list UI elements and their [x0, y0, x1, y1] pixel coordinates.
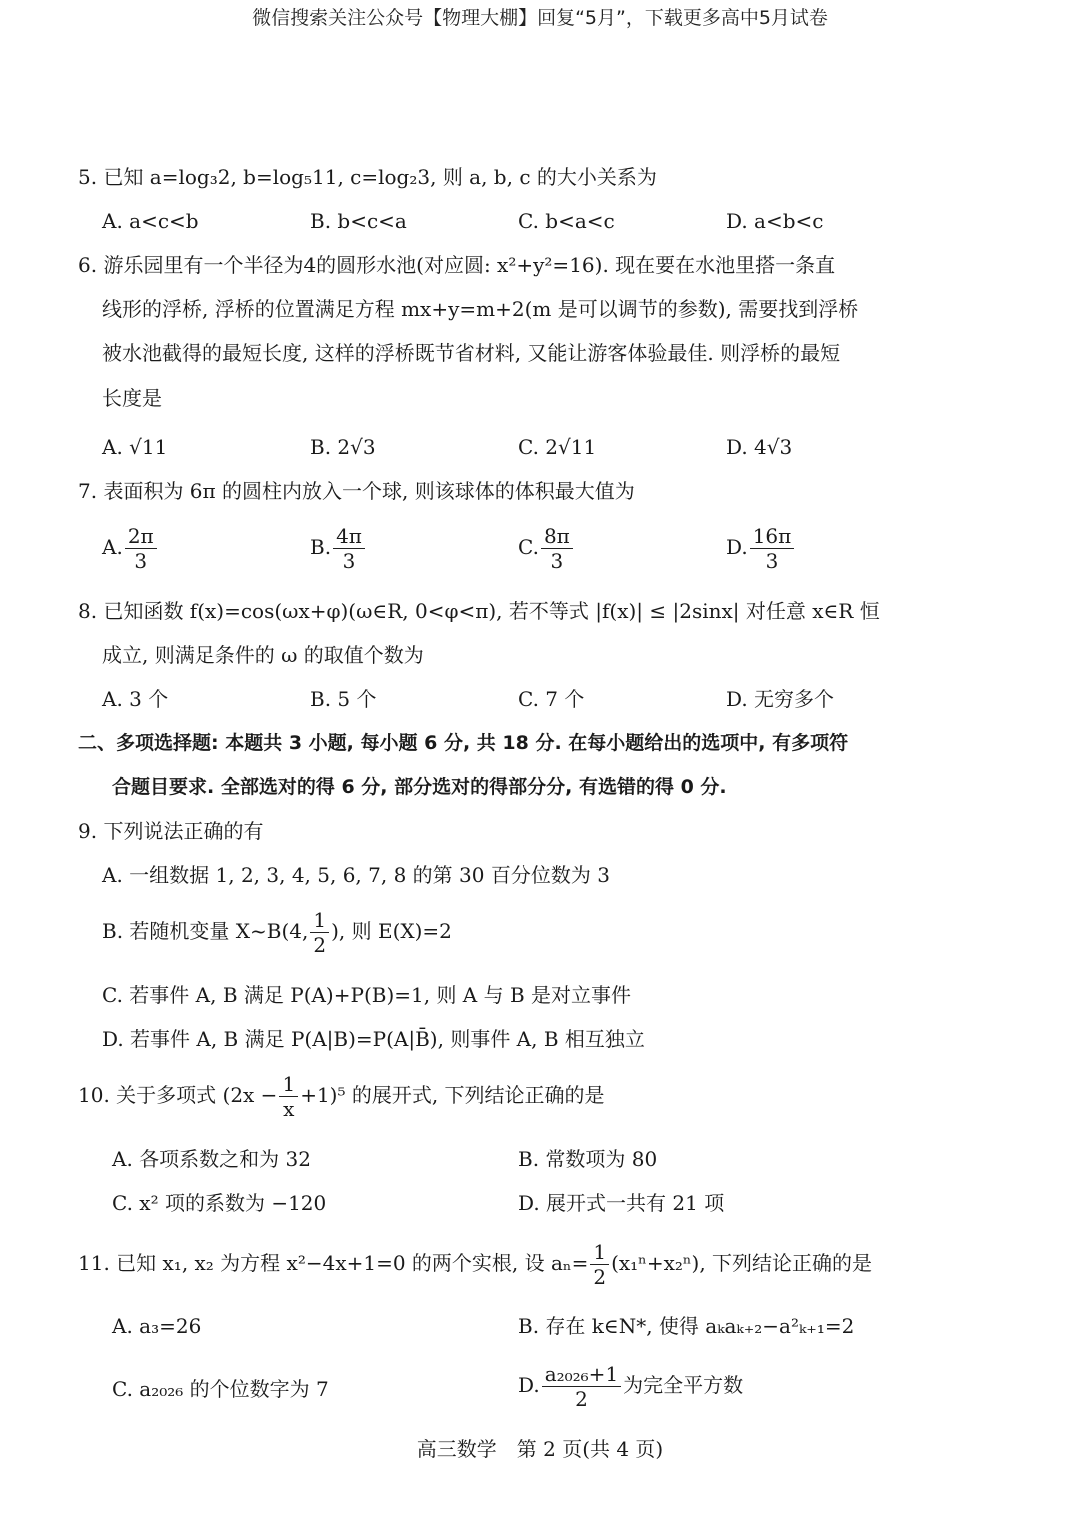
q5-stem: 5. 已知 a=log₃2, b=log₅11, c=log₂3, 则 a, b, c 的大小关系为 [78, 165, 657, 189]
q10-option-c: C. x² 项的系数为 −120 [112, 1191, 327, 1215]
q10-stem-post: +1)⁵ 的展开式, 下列结论正确的是 [300, 1083, 605, 1107]
q5-option-a: A. a<c<b [102, 209, 199, 233]
section-2-heading: 二、多项选择题: 本题共 3 小题, 每小题 6 分, 共 18 分. 在每小题给出的选项中, 有多项符 [78, 732, 849, 754]
denominator: 3 [550, 549, 564, 573]
q8-option-d: D. 无穷多个 [726, 687, 835, 711]
q11-option-d-post: 为完全平方数 [623, 1373, 744, 1397]
q9-option-d: D. 若事件 A, B 满足 P(A|B)=P(A|B̄), 则事件 A, B 相互独立 [102, 1027, 645, 1051]
q11-stem-pre: 11. 已知 x₁, x₂ 为方程 x²−4x+1=0 的两个实根, 设 aₙ= [78, 1251, 589, 1275]
q7-option-a-label: A. [102, 535, 123, 559]
denominator: 2 [593, 1265, 607, 1289]
q9-option-b-post: ), 则 E(X)=2 [331, 919, 452, 943]
numerator: 2π [125, 524, 157, 549]
q7-option-a-fraction [125, 524, 157, 573]
q7-option-d-label: D. [726, 535, 748, 559]
q8-line-1: 8. 已知函数 f(x)=cos(ωx+φ)(ω∈R, 0<φ<π), 若不等式 |f(x)| ≤ |2sinx| 对任意 x∈R 恒 [78, 599, 880, 623]
q8-option-c: C. 7 个 [518, 687, 585, 711]
denominator: 3 [342, 549, 356, 573]
q11-option-d [518, 1362, 743, 1411]
q7-option-c-label: C. [518, 535, 539, 559]
q11-fraction [590, 1240, 609, 1289]
q6-option-b: B. 2√3 [310, 435, 376, 459]
q10-stem-pre: 10. 关于多项式 (2x − [78, 1083, 278, 1107]
q7-option-b [310, 524, 367, 573]
q6-line-4: 长度是 [102, 386, 162, 410]
header-banner: 微信搜索关注公众号【物理大棚】回复“5月”，下载更多高中5月试卷 [252, 7, 828, 29]
q7-stem: 7. 表面积为 6π 的圆柱内放入一个球, 则该球体的体积最大值为 [78, 479, 635, 503]
q9-option-b [102, 908, 452, 957]
page-footer: 高三数学 第 2 页(共 4 页) [416, 1437, 664, 1461]
numerator: 1 [310, 908, 329, 933]
q6-option-a: A. √11 [102, 435, 168, 459]
numerator: 16π [750, 524, 795, 549]
q11-stem-post: (x₁ⁿ+x₂ⁿ), 下列结论正确的是 [611, 1251, 873, 1275]
q6-option-c: C. 2√11 [518, 435, 597, 459]
q5-option-d: D. a<b<c [726, 209, 824, 233]
q5-option-c: C. b<a<c [518, 209, 615, 233]
denominator: 2 [575, 1387, 588, 1411]
numerator: 1 [590, 1240, 609, 1265]
q10-stem [78, 1072, 605, 1121]
numerator: a₂₀₂₆+1 [542, 1362, 621, 1387]
numerator: 1 [279, 1072, 298, 1097]
q7-option-c [518, 524, 575, 573]
q8-option-b: B. 5 个 [310, 687, 377, 711]
section-2-heading-line-2: 合题目要求. 全部选对的得 6 分, 部分选对的得部分分, 有选错的得 0 分. [112, 776, 727, 798]
q11-option-d-label: D. [518, 1373, 540, 1397]
q7-option-d [726, 524, 796, 573]
q9-stem: 9. 下列说法正确的有 [78, 819, 264, 843]
q11-option-b: B. 存在 k∈N*, 使得 aₖaₖ₊₂−a²ₖ₊₁=2 [518, 1314, 855, 1338]
numerator: 4π [333, 524, 365, 549]
q9-option-c: C. 若事件 A, B 满足 P(A)+P(B)=1, 则 A 与 B 是对立事件 [102, 983, 632, 1007]
q6-option-d: D. 4√3 [726, 435, 793, 459]
q6-line-2: 线形的浮桥, 浮桥的位置满足方程 mx+y=m+2(m 是可以调节的参数), 需要找到浮桥 [102, 297, 859, 321]
q7-option-d-fraction [750, 524, 795, 573]
denominator: 3 [765, 549, 779, 573]
q8-option-a: A. 3 个 [102, 687, 169, 711]
numerator: 8π [541, 524, 573, 549]
q10-fraction [279, 1072, 298, 1121]
q11-option-c: C. a₂₀₂₆ 的个位数字为 7 [112, 1377, 329, 1401]
q9-option-b-fraction [310, 908, 329, 957]
denominator: 3 [134, 549, 148, 573]
denominator: 2 [313, 933, 327, 957]
q10-option-a: A. 各项系数之和为 32 [112, 1147, 311, 1171]
q6-line-3: 被水池截得的最短长度, 这样的浮桥既节省材料, 又能让游客体验最佳. 则浮桥的最短 [102, 341, 841, 365]
q9-option-b-pre: B. 若随机变量 X~B(4, [102, 919, 309, 943]
q10-option-d: D. 展开式一共有 21 项 [518, 1191, 725, 1215]
q7-option-a [102, 524, 159, 573]
q7-option-b-fraction [333, 524, 365, 573]
q10-option-b: B. 常数项为 80 [518, 1147, 658, 1171]
denominator: x [283, 1097, 295, 1121]
q9-option-a: A. 一组数据 1, 2, 3, 4, 5, 6, 7, 8 的第 30 百分位数为 3 [102, 863, 610, 887]
q11-option-a: A. a₃=26 [112, 1314, 202, 1338]
q11-option-d-fraction [542, 1362, 621, 1411]
q11-stem [78, 1240, 872, 1289]
q5-option-b: B. b<c<a [310, 209, 407, 233]
q6-line-1: 6. 游乐园里有一个半径为4的圆形水池(对应圆: x²+y²=16). 现在要在水池里搭一条直 [78, 253, 836, 277]
q7-option-c-fraction [541, 524, 573, 573]
q7-option-b-label: B. [310, 535, 332, 559]
q8-line-2: 成立, 则满足条件的 ω 的取值个数为 [102, 643, 424, 667]
